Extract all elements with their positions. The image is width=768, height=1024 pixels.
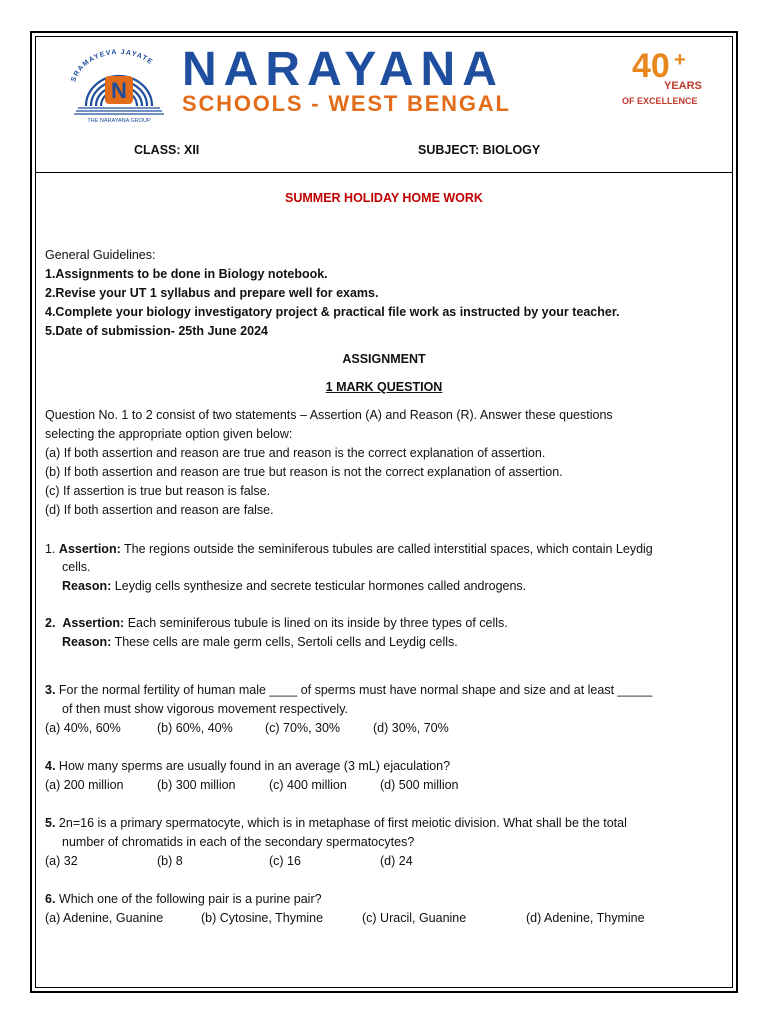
question-text: For the normal fertility of human male ____ of sperms must have normal shape and size and at least _____ — [55, 683, 653, 697]
question-number: 1. — [45, 542, 56, 556]
instruction-option: (b) If both assertion and reason are true but reason is not the correct explanation of assertion. — [45, 465, 563, 479]
question-text: 2n=16 is a primary spermatocyte, which is in metaphase of first meiotic division. What shall be the total — [55, 816, 627, 830]
answer-option: (d) 24 — [380, 854, 413, 868]
instructions-line: selecting the appropriate option given below: — [45, 427, 293, 441]
assertion-label: Assertion: — [62, 616, 125, 630]
answer-option: (b) 60%, 40% — [157, 721, 233, 735]
answer-option: (a) 200 million — [45, 778, 124, 792]
instruction-option: (d) If both assertion and reason are false. — [45, 503, 274, 517]
question-number: 6. — [45, 892, 56, 906]
question-text: How many sperms are usually found in an average (3 mL) ejaculation? — [55, 759, 451, 773]
question-2-reason — [62, 635, 458, 650]
narayana-emblem-logo — [60, 46, 178, 124]
assertion-label: Assertion: — [58, 542, 121, 556]
question-text-cont: number of chromatids in each of the secondary spermatocytes? — [62, 835, 415, 849]
question-4 — [45, 759, 450, 774]
guideline-item: 4.Complete your biology investigatory project & practical file work as instructed by your teacher. — [45, 305, 620, 319]
answer-option: (d) 500 million — [380, 778, 459, 792]
badge-plus: + — [674, 49, 686, 71]
section-heading: 1 MARK QUESTION — [325, 380, 443, 394]
answer-option: (b) 300 million — [157, 778, 236, 792]
instruction-option: (c) If assertion is true but reason is false. — [45, 484, 271, 498]
guidelines-heading: General Guidelines: — [45, 248, 156, 262]
answer-option: (a) 40%, 60% — [45, 721, 121, 735]
badge-years: YEARS — [664, 80, 702, 92]
answer-option: (c) 400 million — [269, 778, 347, 792]
instruction-option: (a) If both assertion and reason are true and reason is the correct explanation of assertion. — [45, 446, 546, 460]
answer-option: (d) 30%, 70% — [373, 721, 449, 735]
reason-text: These cells are male germ cells, Sertoli cells and Leydig cells. — [111, 635, 458, 649]
reason-label: Reason: — [62, 635, 112, 649]
answer-option: (a) 32 — [45, 854, 78, 868]
question-6 — [45, 892, 322, 907]
assertion-text: The regions outside the seminiferous tubules are called interstitial spaces, which contain Leydig — [120, 542, 653, 556]
question-number: 3. — [45, 683, 56, 697]
question-3 — [45, 683, 652, 698]
brand-subtitle: SCHOOLS - WEST BENGAL — [182, 91, 511, 116]
answer-option: (d) Adenine, Thymine — [526, 911, 645, 925]
question-1 — [45, 542, 653, 557]
question-number: 2. — [45, 616, 56, 630]
years-badge — [618, 47, 702, 114]
brand-wordmark — [182, 43, 602, 120]
reason-text: Leydig cells synthesize and secrete testicular hormones called androgens. — [111, 579, 527, 593]
emblem-motto: SRAMAYEVA JAYATE — [70, 48, 155, 83]
assertion-text: Each seminiferous tubule is lined on its inside by three types of cells. — [124, 616, 508, 630]
guideline-item: 5.Date of submission- 25th June 2024 — [45, 324, 268, 338]
question-5 — [45, 816, 627, 831]
assertion-text-cont: cells. — [62, 560, 91, 574]
header-divider — [35, 172, 733, 173]
emblem-letter: N — [111, 78, 127, 103]
question-number: 4. — [45, 759, 56, 773]
question-2 — [45, 616, 508, 631]
question-number: 5. — [45, 816, 56, 830]
reason-label: Reason: — [62, 579, 112, 593]
answer-option: (b) Cytosine, Thymine — [201, 911, 324, 925]
subject-label: SUBJECT: BIOLOGY — [418, 143, 541, 157]
assignment-heading: ASSIGNMENT — [342, 352, 426, 366]
question-1-reason — [62, 579, 526, 594]
question-text-cont: of then must show vigorous movement respectively. — [62, 702, 349, 716]
answer-option: (c) 16 — [269, 854, 301, 868]
answer-option: (a) Adenine, Guanine — [45, 911, 164, 925]
answer-option: (c) Uracil, Guanine — [362, 911, 467, 925]
brand-name: NARAYANA — [182, 43, 504, 96]
class-label: CLASS: XII — [134, 143, 200, 157]
guideline-item: 1.Assignments to be done in Biology notebook. — [45, 267, 328, 281]
page-title: SUMMER HOLIDAY HOME WORK — [285, 191, 483, 205]
emblem-group-name: THE NARAYANA GROUP — [87, 118, 151, 124]
question-text: Which one of the following pair is a purine pair? — [55, 892, 322, 906]
badge-number: 40 — [632, 47, 670, 85]
answer-option: (b) 8 — [157, 854, 183, 868]
instructions-line: Question No. 1 to 2 consist of two statements – Assertion (A) and Reason (R). Answer these questions — [45, 408, 613, 422]
answer-option: (c) 70%, 30% — [265, 721, 341, 735]
badge-excellence: OF EXCELLENCE — [622, 96, 698, 106]
guideline-item: 2.Revise your UT 1 syllabus and prepare well for exams. — [45, 286, 379, 300]
